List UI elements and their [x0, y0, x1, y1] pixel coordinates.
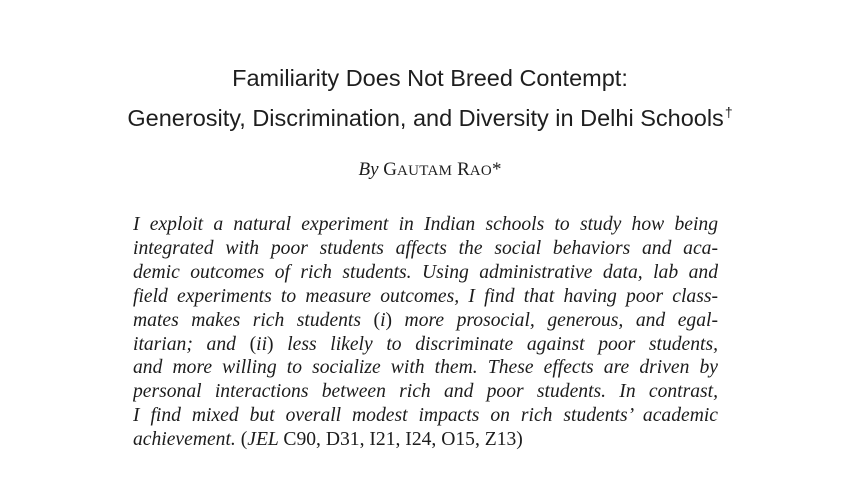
enum-numeral: ii — [256, 333, 268, 355]
enum-paren-close: ) — [385, 309, 393, 331]
enum-paren-open: ( — [373, 309, 381, 331]
abstract-line: integrated with poor students affects the social behaviors and aca- — [133, 237, 718, 259]
abstract-line: mates makes rich students (i) more prosocial, generous, and egal- — [133, 309, 718, 331]
author-first-rest: AUTAM — [397, 163, 453, 179]
abstract-final-line — [133, 428, 718, 452]
paper-title-line-2 — [0, 95, 860, 135]
title-footnote-dagger: † — [724, 104, 733, 120]
abstract-line: I find mixed but overall modest impacts on rich students’ academic — [133, 405, 718, 427]
author-first-initial: G — [383, 159, 398, 180]
author-byline — [0, 156, 860, 185]
jel-codes: C90, D31, I21, I24, O15, Z13) — [283, 429, 523, 451]
byline-by: By — [358, 159, 379, 180]
abstract — [133, 213, 718, 452]
paper-title-line-2-text: Generosity, Discrimination, and Diversity in Delhi Schools — [127, 105, 724, 131]
enum-paren-close: ) — [267, 333, 274, 355]
abstract-line: personal interactions between rich and poor students. In contrast, — [133, 381, 718, 403]
abstract-line: I exploit a natural experiment in Indian schools to study how being — [133, 214, 718, 235]
enum-paren-open: ( — [249, 333, 257, 355]
abstract-line: and more willing to socialize with them. These effects are driven by — [133, 357, 718, 379]
author-name — [383, 159, 501, 180]
abstract-line: demic outcomes of rich students. Using administrative data, lab and — [133, 261, 718, 283]
paper-title-line-1: Familiarity Does Not Breed Contempt: — [232, 65, 628, 91]
enum-numeral: i — [380, 309, 386, 331]
jel-open-paren: ( — [240, 429, 248, 451]
abstract-final-text: achievement. — [133, 429, 236, 451]
author-footnote-asterisk: * — [492, 159, 502, 180]
author-last-rest: AO — [469, 163, 493, 179]
abstract-line: itarian; and (ii) less likely to discriminate against poor students, — [133, 333, 718, 355]
jel-label: JEL — [247, 429, 279, 451]
author-last-initial: R — [457, 159, 470, 180]
abstract-line: field experiments to measure outcomes, I find that having poor class- — [133, 285, 718, 307]
